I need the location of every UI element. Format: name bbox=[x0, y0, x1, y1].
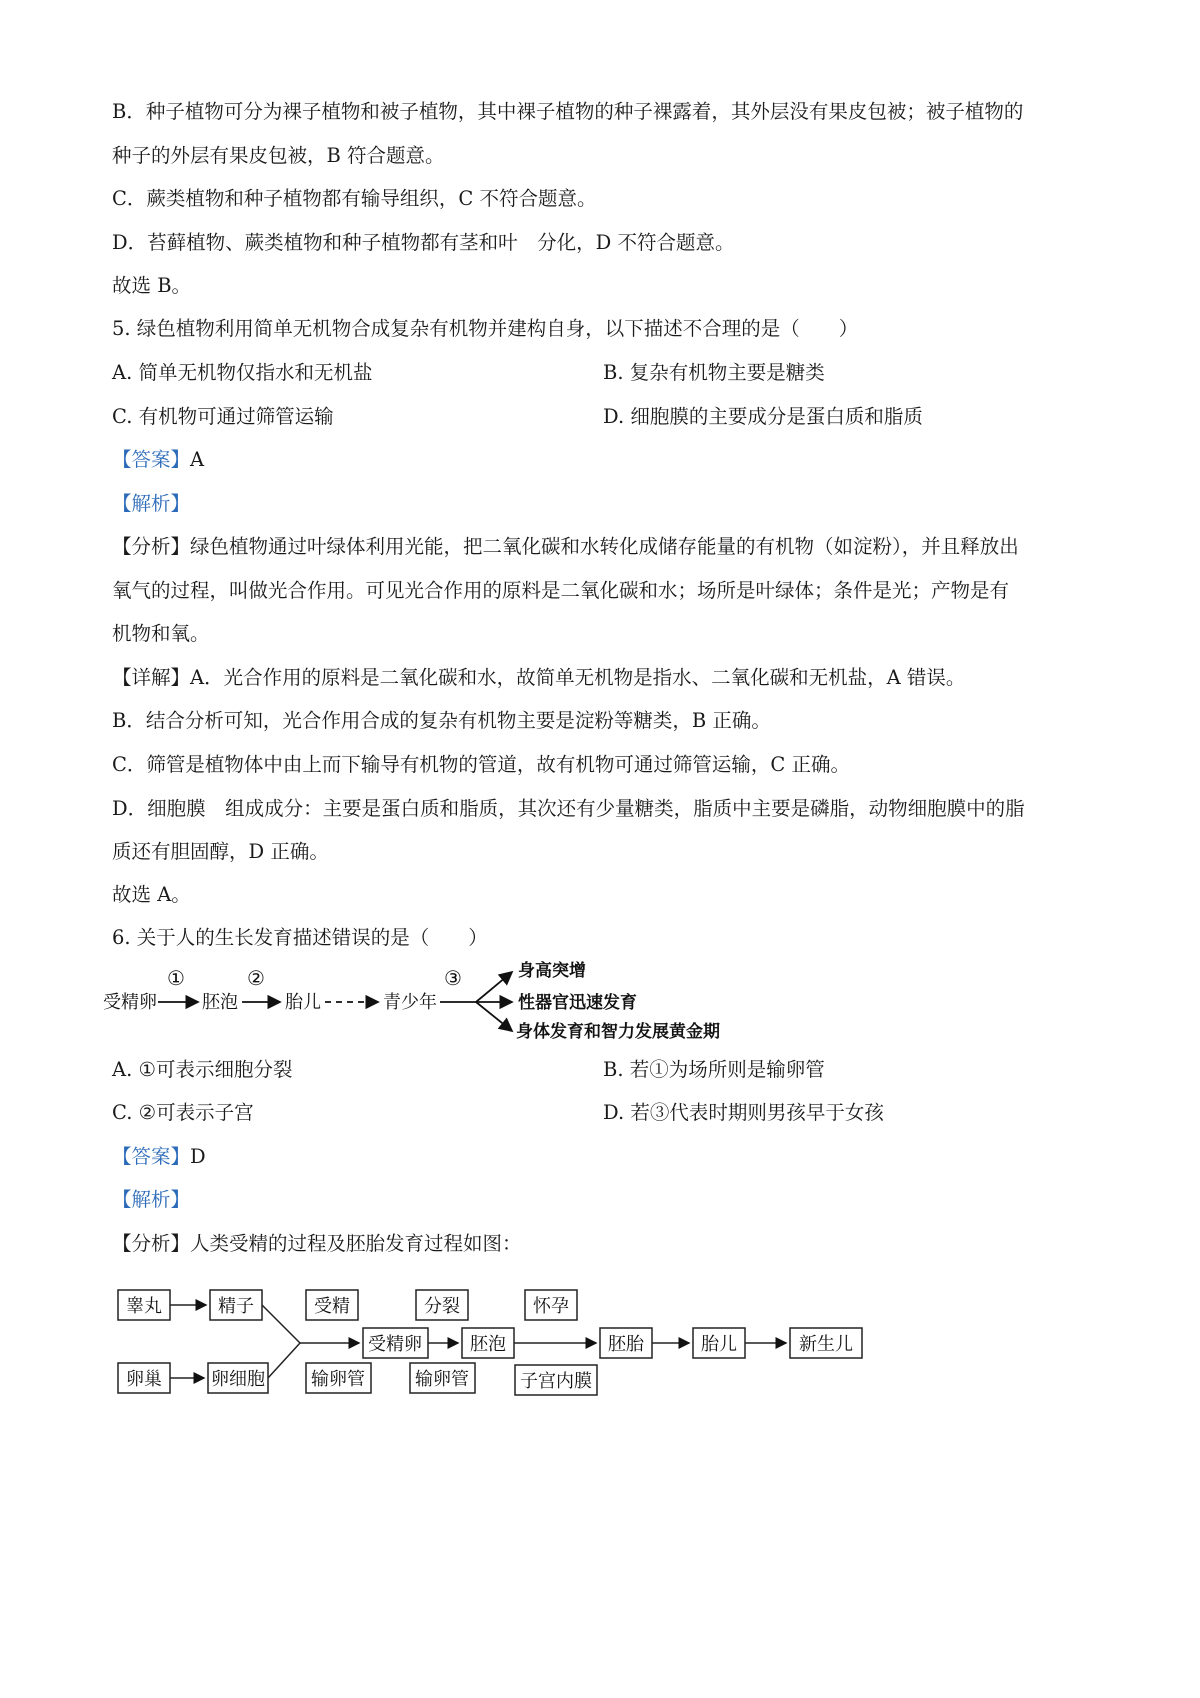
q5-detail-b: B．结合分析可知，光合作用合成的复杂有机物主要是淀粉等糖类，B 正确。 bbox=[112, 709, 771, 732]
fenxi-label: 【分析】 bbox=[112, 1232, 191, 1255]
fig-label-n3: ③ bbox=[444, 966, 462, 990]
q6-option-d: D. 若③代表时期则男孩早于女孩 bbox=[603, 1101, 884, 1124]
label-fetus: 胎儿 bbox=[701, 1334, 737, 1355]
fig-blastocyst: 胚泡 bbox=[202, 992, 238, 1013]
label-sperm: 精子 bbox=[218, 1296, 254, 1317]
label-oviduct-1: 输卵管 bbox=[311, 1369, 365, 1390]
q5-detail-a bbox=[112, 662, 965, 690]
q5-stem: 5. 绿色植物利用简单无机物合成复杂有机物并建构自身，以下描述不合理的是（ ） bbox=[112, 317, 859, 340]
answer-label: 【答案】 bbox=[112, 1145, 191, 1168]
q5-detail-c: C．筛管是植物体中由上而下输导有机物的管道，故有机物可通过筛管运输，C 正确。 bbox=[112, 753, 851, 776]
fig-fertilized-egg: 受精卵 bbox=[103, 992, 157, 1013]
label-blastocyst: 胚泡 bbox=[470, 1334, 506, 1355]
fenxi-text: 绿色植物通过叶绿体利用光能，把二氧化碳和水转化成储存能量的有机物（如淀粉），并且释放出 bbox=[190, 535, 1019, 558]
fig-label-n2: ② bbox=[247, 966, 265, 990]
fig-branch-arrow-1 bbox=[476, 972, 512, 1002]
q6-answer bbox=[112, 1141, 206, 1169]
q6-fertilization-diagram bbox=[110, 1270, 960, 1425]
label-newborn: 新生儿 bbox=[799, 1334, 853, 1355]
q5-option-d: D. 细胞膜的主要成分是蛋白质和脂质 bbox=[603, 405, 923, 428]
q6-stem: 6. 关于人的生长发育描述错误的是（ ） bbox=[112, 926, 488, 949]
label-fertilization: 受精 bbox=[314, 1296, 350, 1317]
answer-label: 【答案】 bbox=[112, 448, 191, 471]
label-division: 分裂 bbox=[424, 1296, 460, 1317]
label-testis: 睾丸 bbox=[126, 1296, 162, 1317]
answer-value: D bbox=[190, 1145, 206, 1168]
label-pregnancy: 怀孕 bbox=[533, 1296, 569, 1317]
q5-answer bbox=[112, 444, 204, 472]
label-zygote: 受精卵 bbox=[368, 1334, 422, 1355]
q4-option-b-explanation-line1: B．种子植物可分为裸子植物和被子植物，其中裸子植物的种子裸露着，其外层没有果皮包被；被子植物的 bbox=[112, 100, 1024, 123]
line-sperm-merge bbox=[262, 1305, 300, 1343]
q5-fenxi-line1 bbox=[112, 531, 1019, 559]
q5-option-a: A. 简单无机物仅指水和无机盐 bbox=[112, 361, 373, 384]
q6-option-b: B. 若①为场所则是输卵管 bbox=[603, 1058, 825, 1081]
fig-branch-3: 身体发育和智力发展黄金期 bbox=[516, 1022, 720, 1042]
q6-analysis-label: 【解析】 bbox=[112, 1188, 191, 1211]
label-endometrium: 子宫内膜 bbox=[520, 1371, 592, 1392]
label-embryo: 胚胎 bbox=[608, 1334, 644, 1355]
q5-fenxi-line3: 机物和氧。 bbox=[112, 622, 210, 645]
answer-value: A bbox=[190, 448, 205, 471]
q5-option-b: B. 复杂有机物主要是糖类 bbox=[603, 361, 825, 384]
fig-label-n1: ① bbox=[167, 966, 185, 990]
q6-option-a: A. ①可表示细胞分裂 bbox=[112, 1058, 293, 1081]
q5-analysis-label: 【解析】 bbox=[112, 492, 191, 515]
q4-option-b-explanation-line2: 种子的外层有果皮包被，B 符合题意。 bbox=[112, 144, 445, 167]
fig-adolescent: 青少年 bbox=[383, 992, 437, 1013]
q5-option-c: C. 有机物可通过筛管运输 bbox=[112, 405, 334, 428]
q5-detail-d-line2: 质还有胆固醇，D 正确。 bbox=[112, 840, 329, 863]
fenxi-text: 人类受精的过程及胚胎发育过程如图： bbox=[190, 1232, 522, 1255]
fig-fetus: 胎儿 bbox=[285, 992, 321, 1013]
detail-a-text: A．光合作用的原料是二氧化碳和水，故简单无机物是指水、二氧化碳和无机盐，A 错误。 bbox=[190, 666, 966, 689]
q4-option-c-explanation: C．蕨类植物和种子植物都有输导组织，C 不符合题意。 bbox=[112, 187, 597, 210]
q6-option-c: C. ②可表示子宫 bbox=[112, 1101, 254, 1124]
fig-branch-2: 性器官迅速发育 bbox=[518, 993, 637, 1013]
q5-fenxi-line2: 氧气的过程，叫做光合作用。可见光合作用的原料是二氧化碳和水；场所是叶绿体；条件是光；产物是有 bbox=[112, 579, 1010, 602]
line-egg-merge bbox=[268, 1343, 300, 1378]
label-oviduct-2: 输卵管 bbox=[415, 1369, 469, 1390]
fig-branch-1: 身高突增 bbox=[518, 961, 586, 981]
detail-label: 【详解】 bbox=[112, 666, 191, 689]
fenxi-label: 【分析】 bbox=[112, 535, 191, 558]
q6-fenxi bbox=[112, 1228, 522, 1256]
q6-growth-figure bbox=[100, 955, 800, 1055]
q4-option-d-explanation: D．苔藓植物、蕨类植物和种子植物都有茎和叶 分化，D 不符合题意。 bbox=[112, 231, 735, 254]
label-ovary: 卵巢 bbox=[126, 1369, 162, 1390]
label-egg-cell: 卵细胞 bbox=[211, 1369, 265, 1390]
q5-select: 故选 A。 bbox=[112, 883, 191, 906]
q4-select: 故选 B。 bbox=[112, 274, 192, 297]
q5-detail-d-line1: D．细胞膜 组成成分：主要是蛋白质和脂质，其次还有少量糖类，脂质中主要是磷脂，动物细胞膜中的脂 bbox=[112, 797, 1025, 820]
fig-branch-arrow-3 bbox=[476, 1002, 512, 1031]
